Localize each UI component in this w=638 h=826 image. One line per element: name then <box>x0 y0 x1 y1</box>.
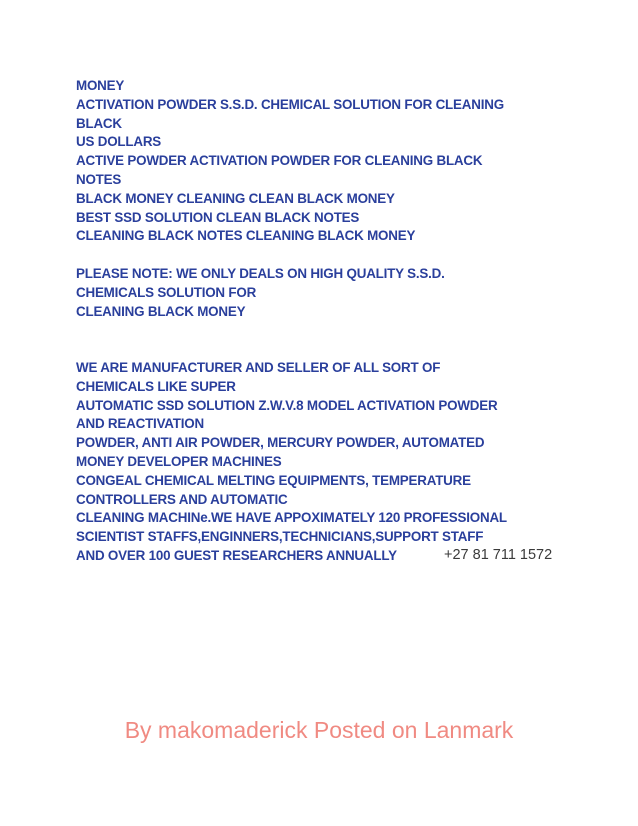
text-line: MONEY <box>76 78 125 93</box>
phone-number: +27 81 711 1572 <box>444 547 553 563</box>
text-line: CHEMICALS SOLUTION FOR <box>76 284 257 300</box>
text-line: ACTIVE POWDER ACTIVATION POWDER FOR CLEANING BLACK <box>76 153 483 169</box>
text-line: MONEY DEVELOPER MACHINES <box>76 453 282 469</box>
text-line: BEST SSD SOLUTION CLEAN BLACK NOTES <box>76 209 360 225</box>
text-line: ACTIVATION POWDER S.S.D. CHEMICAL SOLUTION FOR CLEANING <box>76 96 504 112</box>
text-line: AND REACTIVATION <box>76 416 204 432</box>
text-line: CONTROLLERS AND AUTOMATIC <box>76 491 288 507</box>
paragraph-gap <box>76 321 576 359</box>
text-line: POWDER, ANTI AIR POWDER, MERCURY POWDER, AUTOMATED <box>76 435 485 451</box>
text-line: NOTES <box>76 171 122 187</box>
text-line: BLACK MONEY CLEANING CLEAN BLACK MONEY <box>76 190 395 206</box>
text-line: AND OVER 100 GUEST RESEARCHERS ANNUALLY <box>76 547 397 563</box>
text-line: WE ARE MANUFACTURER AND SELLER OF ALL SORT OF <box>76 359 441 375</box>
text-line: CHEMICALS LIKE SUPER <box>76 378 236 394</box>
document-body <box>76 77 576 566</box>
footer-attribution: By makomaderick Posted on Lanmark <box>124 717 514 743</box>
text-line: PLEASE NOTE: WE ONLY DEALS ON HIGH QUALITY S.S.D. <box>76 265 445 281</box>
text-line: AUTOMATIC SSD SOLUTION Z.W.V.8 MODEL ACTIVATION POWDER <box>76 397 498 413</box>
text-line: CLEANING BLACK MONEY <box>76 303 246 319</box>
text-line: US DOLLARS <box>76 134 162 150</box>
text-line: SCIENTIST STAFFS,ENGINNERS,TECHNICIANS,SUPPORT STAFF <box>76 529 484 545</box>
text-line: CLEANING BLACK NOTES CLEANING BLACK MONEY <box>76 228 416 244</box>
text-line: BLACK <box>76 115 122 131</box>
paragraph-gap <box>76 246 576 265</box>
text-line: CONGEAL CHEMICAL MELTING EQUIPMENTS, TEMPERATURE <box>76 472 471 488</box>
clipped-text-fragment <box>76 571 256 577</box>
text-line: CLEANING MACHINe.WE HAVE APPOXIMATELY 120 PROFESSIONAL <box>76 510 507 526</box>
